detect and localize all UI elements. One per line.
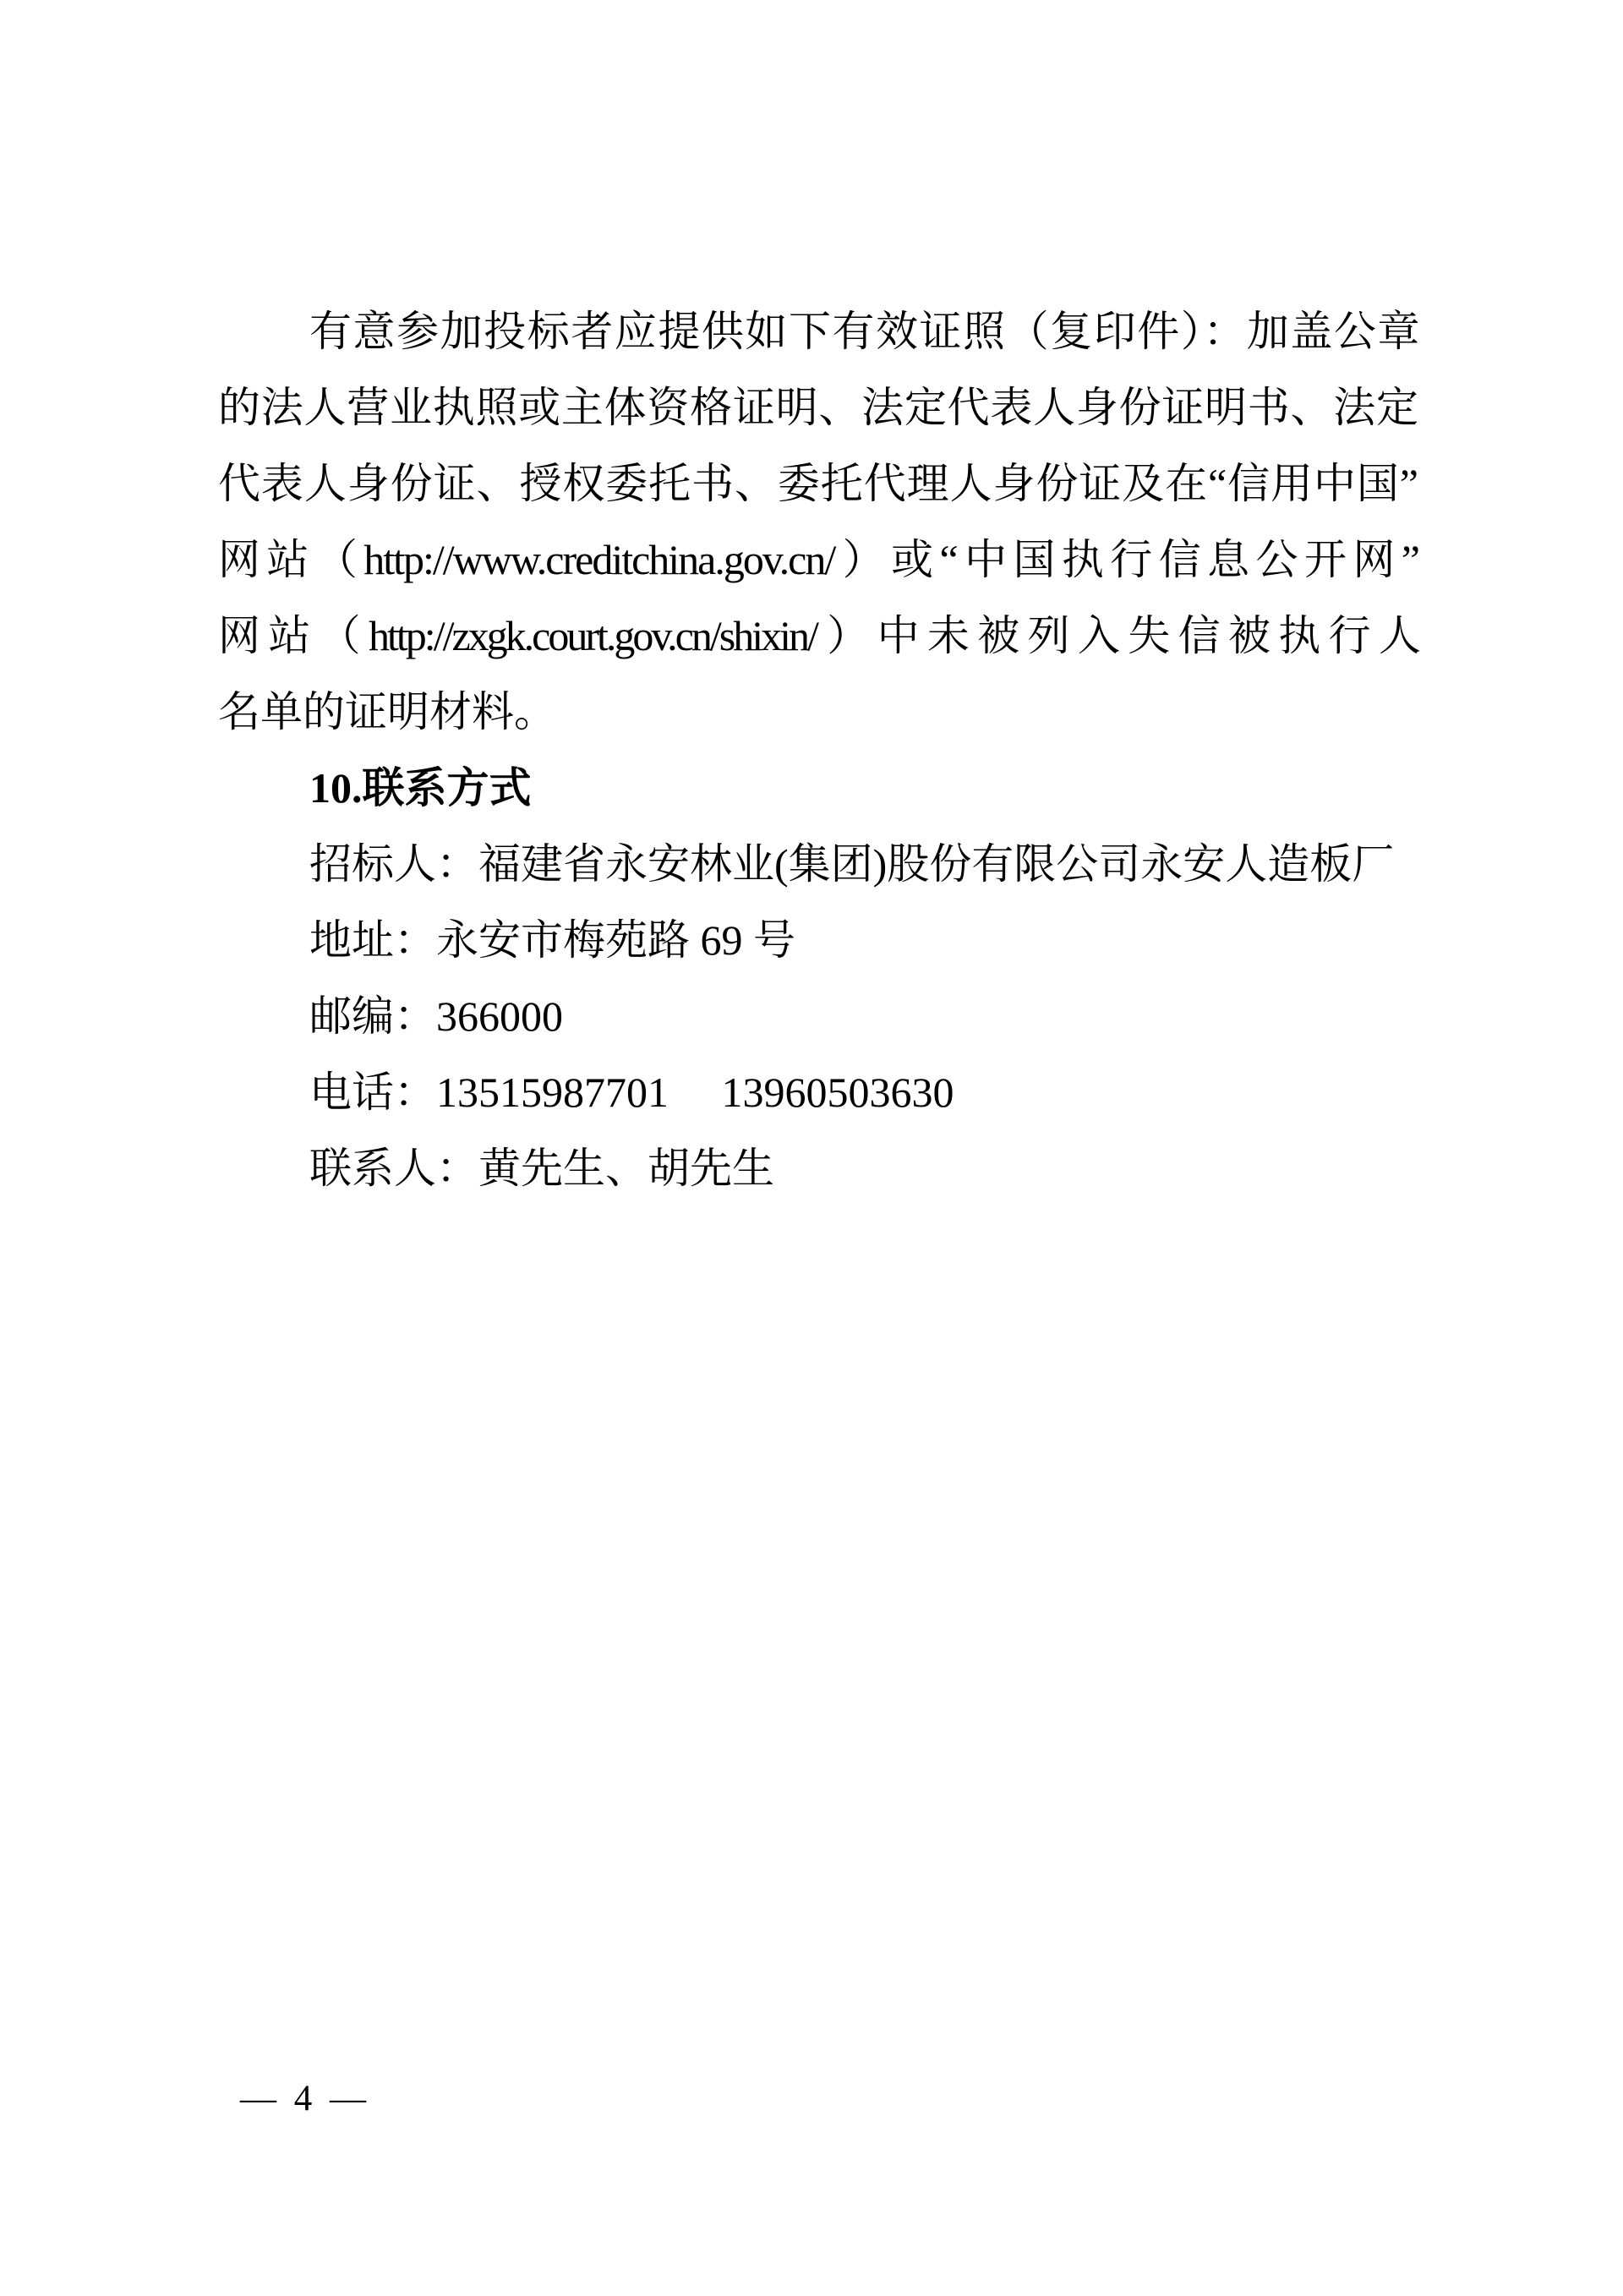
page-content [218,293,1418,1206]
contact-value: 永安市梅苑路 69 号 [436,916,795,964]
contact-value: 366000 [436,992,563,1040]
contact-line-phone [218,1054,1418,1130]
contact-label: 招标人： [309,840,478,888]
contact-label: 邮编： [309,992,436,1040]
paragraph-line: 的法人营业执照或主体资格证明、法定代表人身份证明书、法定 [218,384,1418,431]
contact-line-address [218,902,1418,978]
contact-value: 黄先生、胡先生 [478,1145,774,1192]
paragraph [218,293,1418,750]
page-footer [240,2079,366,2119]
page-number: — 4 — [240,2079,366,2118]
contact-value: 13515987701 13960503630 [436,1069,954,1116]
contact-line-bidder [218,826,1418,902]
contact-value: 福建省永安林业(集团)股份有限公司永安人造板厂 [478,840,1395,888]
contact-label: 联系人： [309,1145,478,1192]
contact-line-person [218,1130,1418,1206]
section-heading: 10.联系方式 [309,764,532,812]
paragraph-line: 网站（http://zxgk.court.gov.cn/shixin/）中未被列入失信被执行人 [218,612,1418,659]
contact-label: 地址： [309,916,436,964]
paragraph-line: 网站（http://www.creditchina.gov.cn/）或“中国执行信息公开网” [218,536,1418,583]
paragraph-line: 代表人身份证、授权委托书、委托代理人身份证及在“信用中国” [218,460,1418,507]
paragraph-line: 名单的证明材料。 [218,688,556,735]
contact-block [218,826,1418,1206]
paragraph-line: 有意参加投标者应提供如下有效证照（复印件）：加盖公章 [309,308,1418,355]
contact-label: 电话： [309,1069,436,1116]
contact-line-postcode [218,978,1418,1054]
